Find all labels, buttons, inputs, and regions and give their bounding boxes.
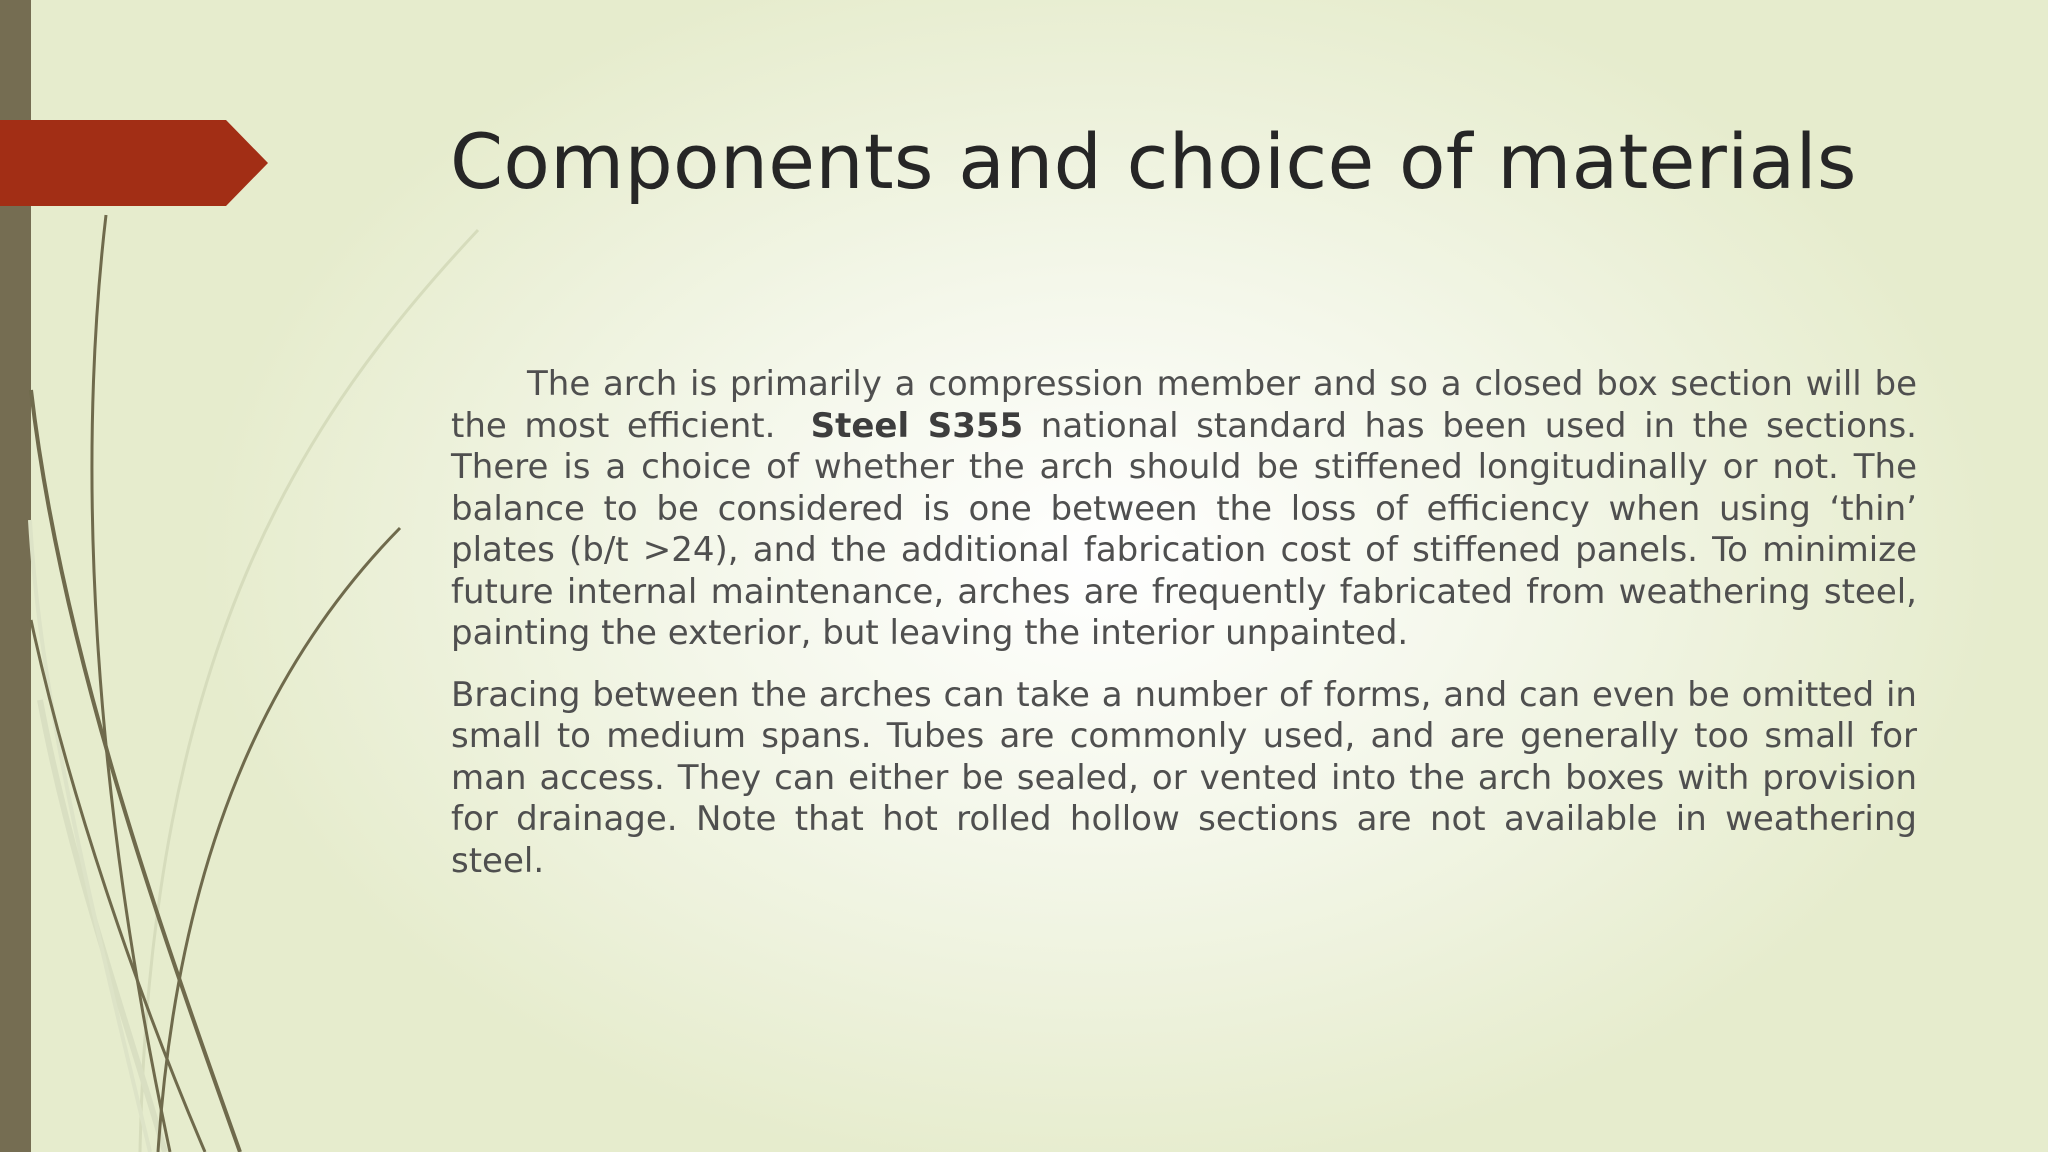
- paragraph-arch: [451, 364, 1917, 655]
- slide-body: [451, 364, 1917, 882]
- paragraph-bracing: Bracing between the arches can take a number of forms, and can even be omitted in small to medium spans. Tubes are commonly used, and are generally too small for man access. They can either be sealed, or vented into the arch boxes with provision for drainage. Note that hot rolled hollow sections are not available in weathering steel.: [451, 674, 1917, 881]
- slide-title: Components and choice of materials: [450, 117, 1857, 206]
- paragraph-arch-text-after: national standard has been used in the sections. There is a choice of whether the arch should be stiffened longitudinally or not. The balance to be considered is one between the loss of efficiency when using ‘thin’ plates (b/t >24), and the additional fabrication cost of stiffened panels. To minimize future internal maintenance, arches are frequently fabricated from weathering steel, painting the exterior, but leaving the interior unpainted.: [451, 405, 1917, 653]
- paragraph-arch-text-before: The arch is primarily a compression member and so a closed box section will be the most efficient.: [451, 364, 1917, 446]
- steel-grade-highlight: Steel S355: [810, 405, 1024, 446]
- title-accent-flag: [0, 120, 270, 206]
